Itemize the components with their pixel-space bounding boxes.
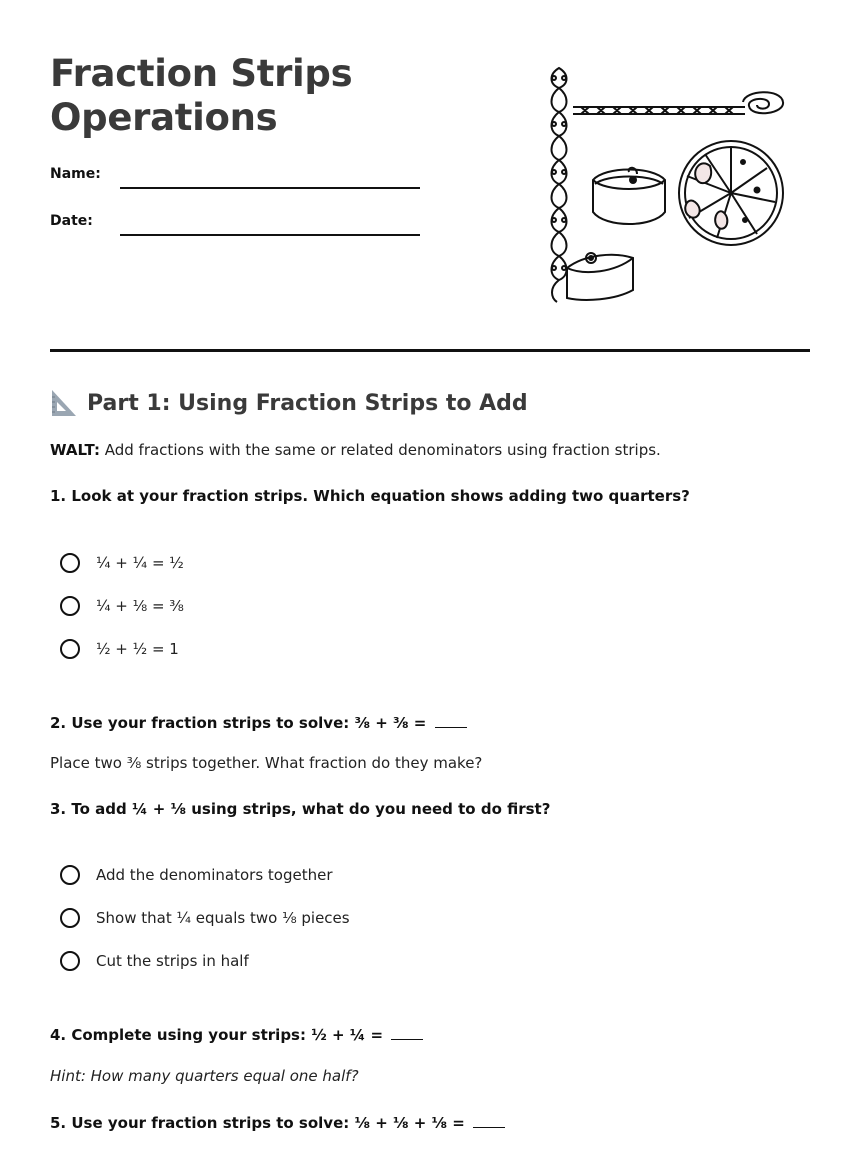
option-label: Cut the strips in half bbox=[96, 952, 249, 970]
question-4-hint: Hint: How many quarters equal one half? bbox=[50, 1067, 359, 1085]
walt-label: WALT: bbox=[50, 441, 100, 459]
answer-blank[interactable] bbox=[435, 713, 467, 728]
question-1-option-a[interactable] bbox=[60, 553, 184, 573]
walt-text: Add fractions with the same or related denominators using fraction strips. bbox=[99, 441, 661, 459]
option-label: ¼ + ⅛ = ⅜ bbox=[96, 597, 184, 615]
question-3-option-a[interactable] bbox=[60, 865, 333, 885]
title-line-2: Operations bbox=[50, 96, 278, 139]
option-label: ¼ + ¼ = ½ bbox=[96, 554, 184, 572]
radio-button[interactable] bbox=[60, 553, 80, 573]
option-label: Show that ¼ equals two ⅛ pieces bbox=[96, 909, 350, 927]
option-label: ½ + ½ = 1 bbox=[96, 640, 179, 658]
question-3-option-c[interactable] bbox=[60, 951, 249, 971]
question-4-prompt: 4. Complete using your strips: ½ + ¼ = bbox=[50, 1026, 389, 1044]
question-2-prompt: 2. Use your fraction strips to solve: ⅜ + ⅜ = bbox=[50, 714, 432, 732]
question-2 bbox=[50, 713, 467, 732]
question-1-option-c[interactable] bbox=[60, 639, 179, 659]
name-label: Name: bbox=[50, 166, 101, 182]
radio-button[interactable] bbox=[60, 596, 80, 616]
section-title: Part 1: Using Fraction Strips to Add bbox=[87, 390, 528, 416]
option-label: Add the denominators together bbox=[96, 866, 333, 884]
question-2-note: Place two ⅜ strips together. What fraction do they make? bbox=[50, 754, 483, 772]
question-5-prompt: 5. Use your fraction strips to solve: ⅛ + ⅛ + ⅛ = bbox=[50, 1114, 471, 1132]
radio-button[interactable] bbox=[60, 951, 80, 971]
question-5 bbox=[50, 1113, 505, 1132]
radio-button[interactable] bbox=[60, 908, 80, 928]
radio-button[interactable] bbox=[60, 865, 80, 885]
header-divider bbox=[50, 349, 810, 352]
radio-button[interactable] bbox=[60, 639, 80, 659]
question-3-option-b[interactable] bbox=[60, 908, 350, 928]
date-field-line[interactable] bbox=[120, 234, 420, 236]
section-heading bbox=[50, 388, 528, 418]
answer-blank[interactable] bbox=[473, 1113, 505, 1128]
set-square-icon bbox=[50, 388, 78, 418]
question-1-option-b[interactable] bbox=[60, 596, 184, 616]
question-1-prompt: 1. Look at your fraction strips. Which equation shows adding two quarters? bbox=[50, 487, 690, 505]
name-field-line[interactable] bbox=[120, 187, 420, 189]
question-3-prompt: 3. To add ¼ + ⅛ using strips, what do you need to do first? bbox=[50, 800, 551, 818]
question-4 bbox=[50, 1025, 423, 1044]
walt-statement bbox=[50, 441, 661, 459]
title-line-1: Fraction Strips bbox=[50, 52, 353, 95]
cake-pie-clipart-icon bbox=[545, 62, 790, 312]
date-label: Date: bbox=[50, 213, 93, 229]
worksheet-title bbox=[50, 52, 352, 140]
answer-blank[interactable] bbox=[391, 1025, 423, 1040]
